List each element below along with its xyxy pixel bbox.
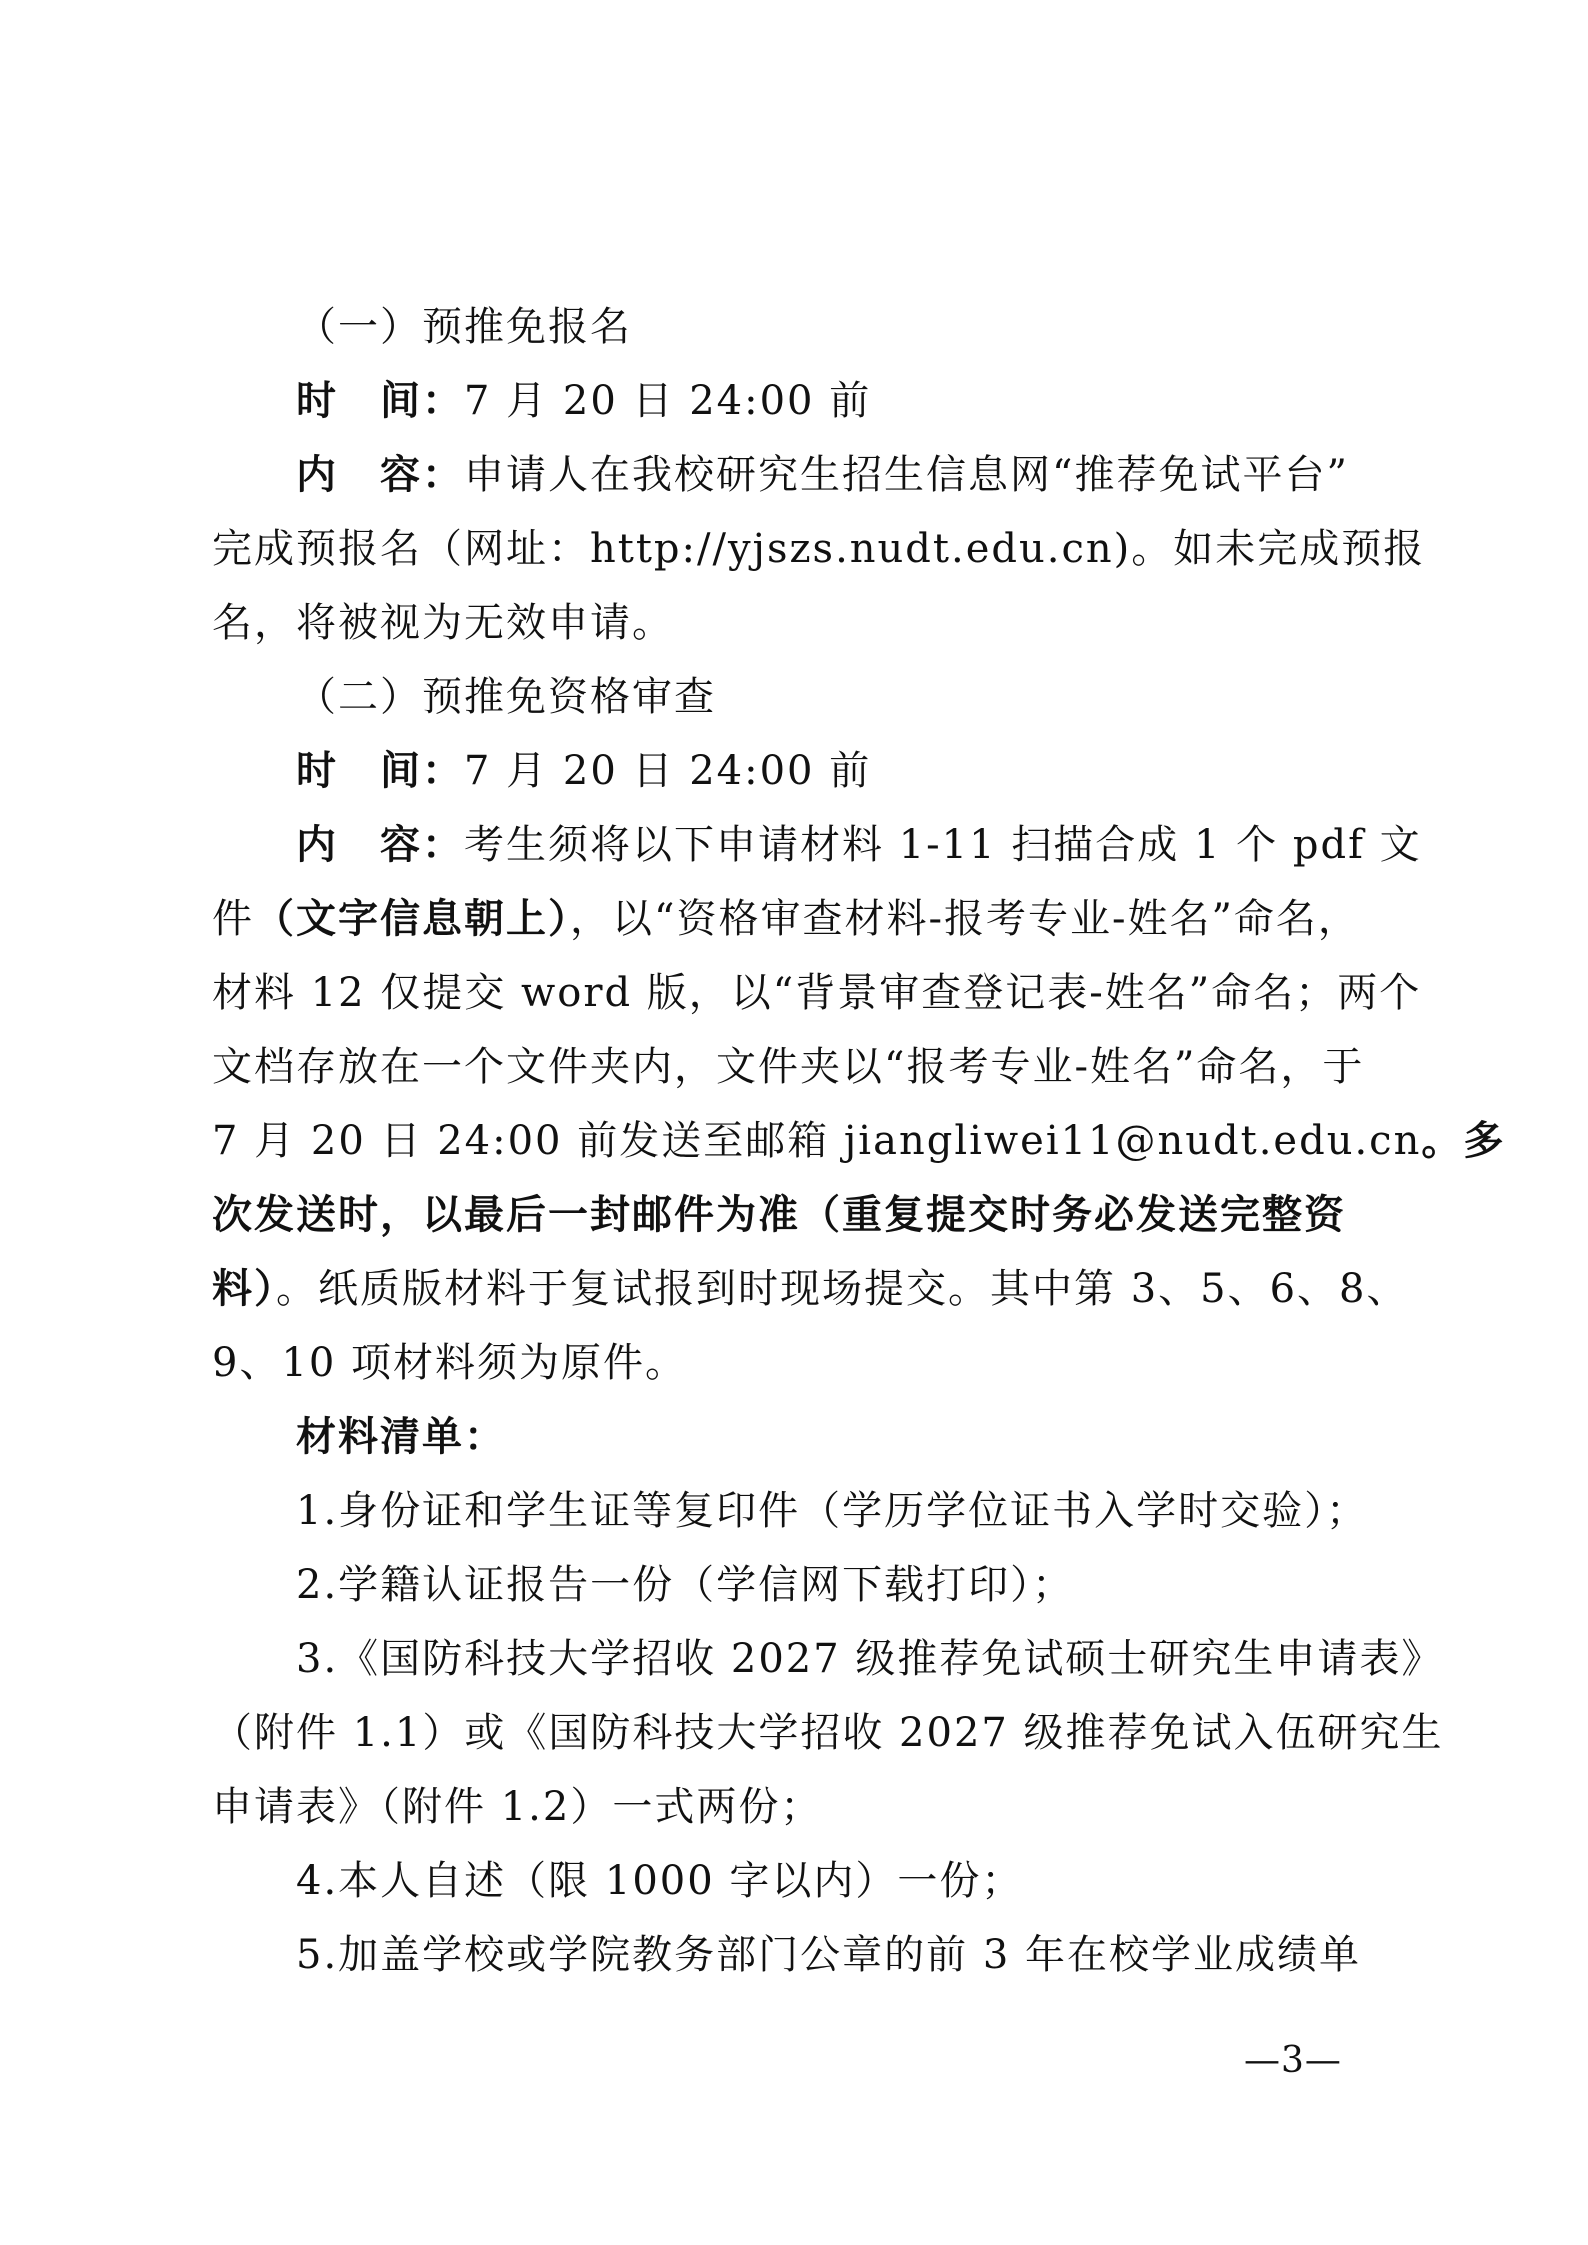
materials-item: 3.《国防科技大学招收 2027 级推荐免试硕士研究生申请表》 [296, 1636, 1444, 1682]
section1-content-line: 名，将被视为无效申请。 [212, 600, 674, 646]
section2-content-line [212, 1252, 1409, 1326]
bold-text-span: （文字信息朝上） [254, 895, 570, 942]
section2-content-line [212, 808, 1422, 882]
section1-time [212, 364, 1382, 438]
page-number: —3— [1244, 2040, 1342, 2081]
bold-text-span: 。多 [1421, 1117, 1506, 1164]
section2-time [212, 734, 1382, 808]
section2-content-line [212, 1104, 1506, 1178]
materials-item: 4.本人自述（限 1000 字以内）一份； [296, 1858, 1024, 1904]
text-span: 。纸质版材料于复试报到时现场提交。其中第 3、5、6、8、 [276, 1266, 1409, 1312]
section1-content-text: 申请人在我校研究生招生信息网“推荐免试平台” [464, 452, 1349, 498]
bold-text-span: 料） [212, 1265, 276, 1312]
section2-heading: （二）预推免资格审查 [296, 674, 716, 720]
section2-content-label: 内 容： [296, 821, 464, 868]
text-span: 件 [212, 896, 254, 942]
document-body [212, 290, 1506, 1992]
section2-content-text: 考生须将以下申请材料 1-11 扫描合成 1 个 pdf 文 [464, 822, 1422, 868]
section1-time-label: 时 间： [296, 377, 464, 424]
section1-content-line [212, 438, 1382, 512]
materials-item: 5.加盖学校或学院教务部门公章的前 3 年在校学业成绩单 [296, 1932, 1362, 1978]
text-span: ，以“资格审查材料-报考专业-姓名”命名， [570, 896, 1360, 942]
section2-time-value: 7 月 20 日 24:00 前 [464, 748, 872, 794]
section2-content-line [212, 882, 1382, 956]
section1-content-label: 内 容： [296, 451, 464, 498]
materials-item-continuation: 申请表》（附件 1.2）一式两份； [212, 1784, 823, 1830]
materials-item: 2.学籍认证报告一份（学信网下载打印）； [296, 1562, 1075, 1608]
section2-content-line: 文档存放在一个文件夹内，文件夹以“报考专业-姓名”命名，于 [212, 1044, 1365, 1090]
section1-content-line: 完成预报名（网址：http://yjszs.nudt.edu.cn)。如未完成预报 [212, 526, 1426, 572]
section1-heading: （一）预推免报名 [296, 304, 632, 350]
materials-item-continuation: （附件 1.1）或《国防科技大学招收 2027 级推荐免试入伍研究生 [212, 1710, 1444, 1756]
section2-content-line: 9、10 项材料须为原件。 [212, 1340, 688, 1386]
materials-heading: 材料清单： [296, 1413, 506, 1460]
section2-content-line: 材料 12 仅提交 word 版，以“背景审查登记表-姓名”命名；两个 [212, 970, 1422, 1016]
section1-time-value: 7 月 20 日 24:00 前 [464, 378, 872, 424]
section2-time-label: 时 间： [296, 747, 464, 794]
email-text: 7 月 20 日 24:00 前发送至邮箱 jiangliwei11@nudt.edu.cn [212, 1118, 1422, 1164]
materials-item: 1.身份证和学生证等复印件（学历学位证书入学时交验）； [296, 1488, 1369, 1534]
section2-content-line: 次发送时，以最后一封邮件为准（重复提交时务必发送完整资 [212, 1191, 1346, 1238]
